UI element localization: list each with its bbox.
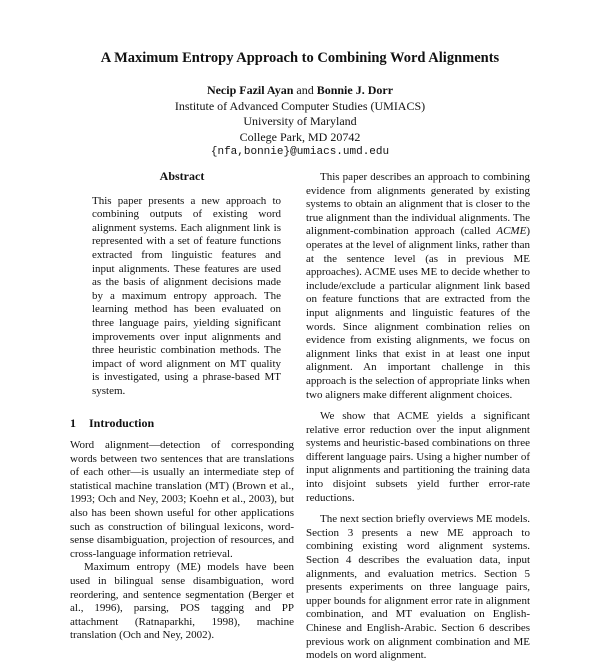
section-number: 1 [70,415,76,430]
author-email: {nfa,bonnie}@umiacs.umd.edu [210,146,390,158]
university: University of Maryland [243,114,357,128]
intro-paragraph-2: Maximum entropy (ME) models have been used in bilingual sense disambiguation, word reordering, and sentence segmentation (Berger et al., 1996), parsing, POS tagging and PP attachment (Ratnaparkhi, 1998), machine translation (Och and Ney, 2002). [70,561,294,642]
right-column [306,171,530,663]
acme-term: ACME [496,225,527,238]
intro-paragraph-1: Word alignment—detection of corresponding words between two sentences that are translations of each other—is usually an intermediate step of statistical machine translation (MT) (Brown et al., 1993; Och and Ney, 2003; Koehn et al., 2003), but also has been shown useful for other applications such as construction of bilingual lexicons, word-sense disambiguation, projection of resources, and cross-language information retrieval. [70,439,294,560]
location: College Park, MD 20742 [239,129,361,144]
section-title: Introduction [89,415,155,430]
section-heading-introduction [70,417,294,431]
right-paragraph-3: The next section briefly overviews ME models. Section 3 presents a new ME approach to combining existing word alignment systems. Section 4 describes the evaluation data, input alignments, and evaluation metrics. Section 5 presents experiments on three language pairs, upper bounds for alignment error rate in alignment combination, and MT evaluation on English-Chinese and English-Arabic. Section 6 describes previous work on alignment combination and ME models on word alignment. [306,513,530,662]
author-block [0,83,600,161]
author-1: Necip Fazil Ayan [206,83,294,97]
p1-text-a: This paper describes an approach to combining evidence from alignments generated by existing systems to obtain an alignment that is closer to the true alignment than the individual alignments. The alignment-combination approach (called [306,171,530,238]
right-paragraph-2: We show that ACME yields a significant relative error reduction over the input alignment systems and heuristic-based combinations on three different language pairs. Using a higher number of input alignments and partitioning the training data into disjoint subsets yield further error-rate reductions. [306,410,530,504]
paper-title: A Maximum Entropy Approach to Combining Word Alignments [100,50,500,66]
author-conjunction: and [296,83,314,97]
author-2: Bonnie J. Dorr [316,83,394,97]
p1-text-b: ) operates at the level of alignment links, rather than at the sentence level (as in previous ME approaches). ACME uses ME to decide whether to include/exclude a particular alignment link based on feature functions that are extracted from the input alignments and linguistic features of the words. Since alignment combination relies on evidence from existing alignments, we focus on alignment links that exist in at least one input alignment. An important challenge in this approach is the selection of appropriate links when two aligners make different alignment choices. [306,225,530,401]
left-column [70,170,294,643]
author-names [0,83,600,99]
abstract-heading: Abstract [159,169,205,183]
right-paragraph-1 [306,171,530,402]
abstract-text: This paper presents a new approach to combining outputs of existing word alignment systems. Each alignment link is represented with a set of feature functions extracted from linguistic features and input alignments. These features are used as the basis of alignment decisions made by a maximum entropy approach. The learning method has been evaluated on three language pairs, yielding significant improvements over input alignments and three heuristic combination methods. The impact of word alignment on MT quality is investigated, using a phrase-based MT system. [92,194,281,397]
affiliation: Institute of Advanced Computer Studies (UMIACS) [174,98,426,113]
